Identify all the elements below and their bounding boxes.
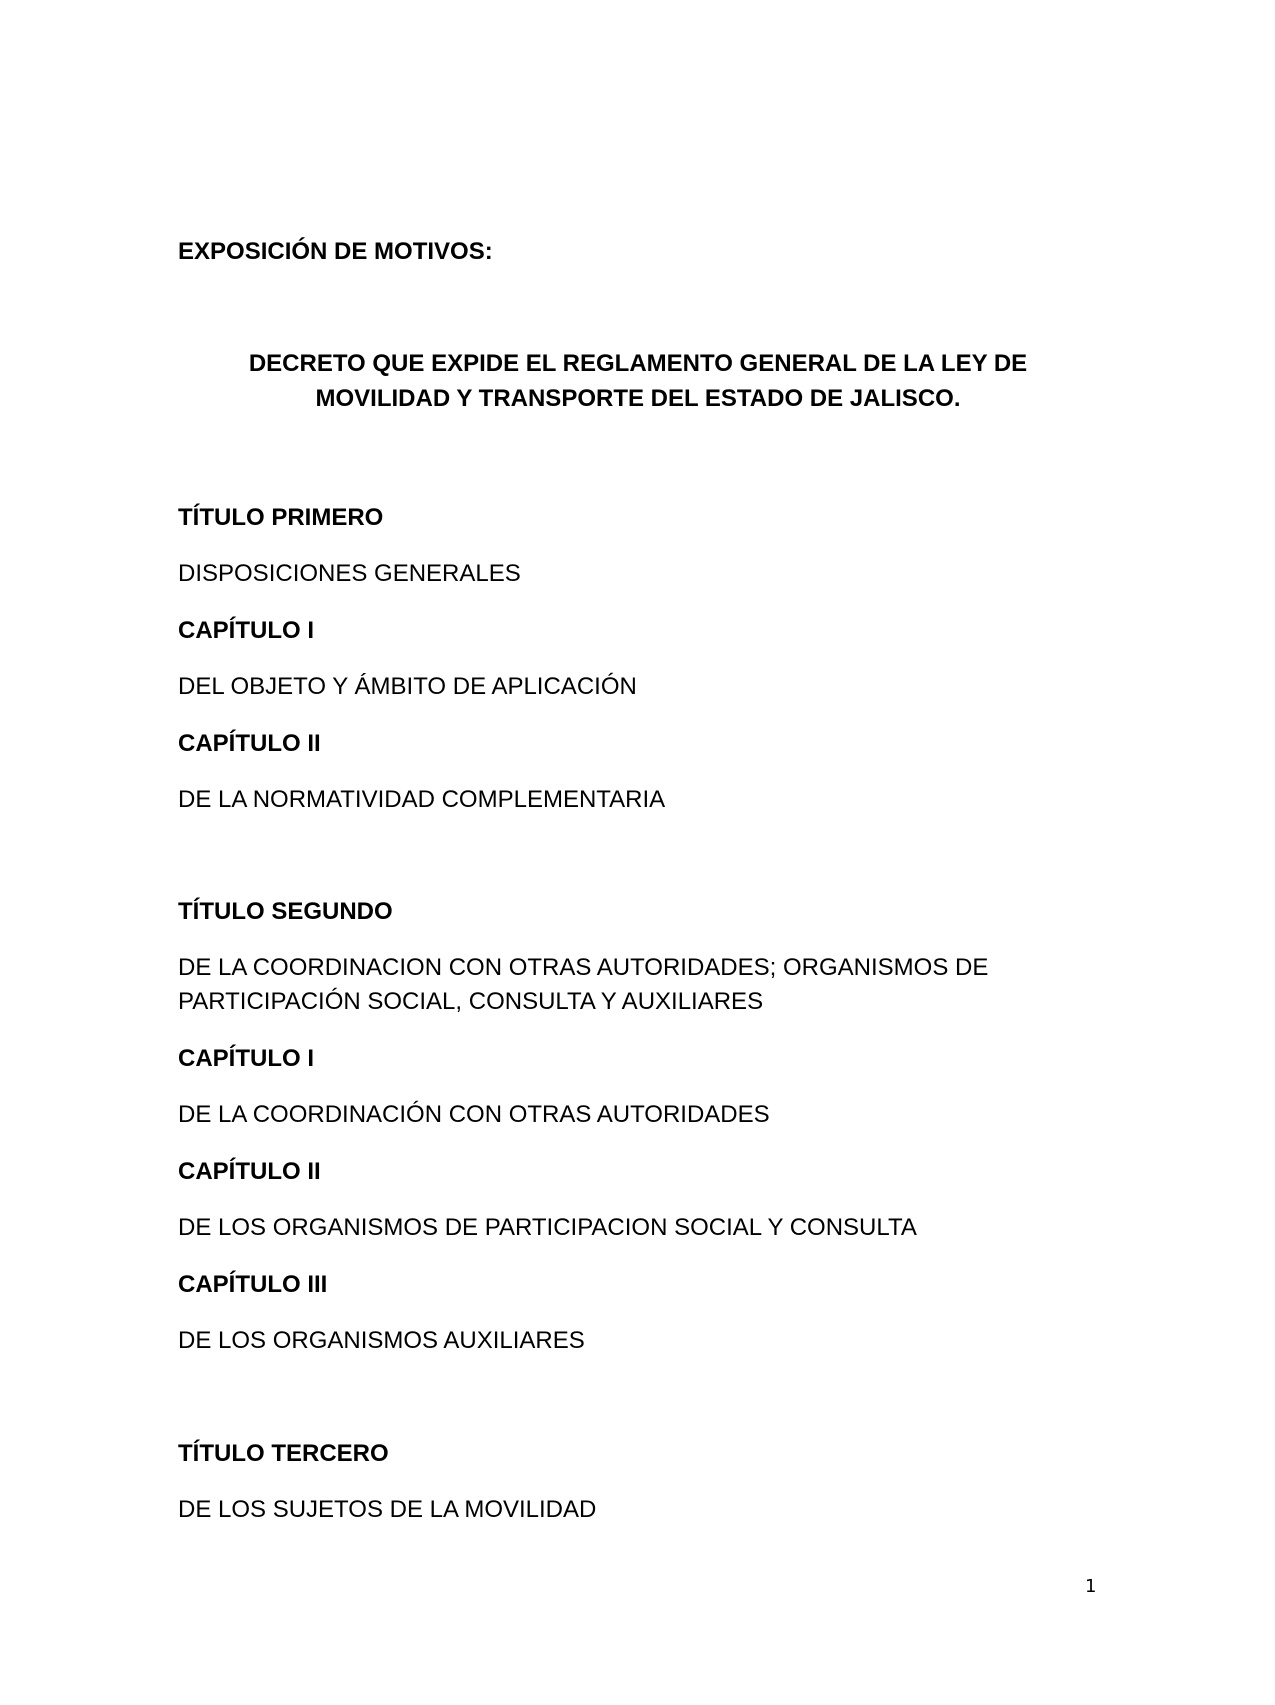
titulo-primero-name: DISPOSICIONES GENERALES — [178, 560, 521, 587]
titulo-tercero-label: TÍTULO TERCERO — [178, 1440, 389, 1467]
decree-title-line-1: DECRETO QUE EXPIDE EL REGLAMENTO GENERAL DE LA LEY DE — [248, 350, 1028, 377]
titulo-primero-capitulo-2-name: DE LA NORMATIVIDAD COMPLEMENTARIA — [178, 786, 666, 813]
titulo-segundo-capitulo-1-name: DE LA COORDINACIÓN CON OTRAS AUTORIDADES — [178, 1101, 770, 1128]
titulo-primero-capitulo-2-label: CAPÍTULO II — [178, 730, 321, 757]
titulo-primero-label: TÍTULO PRIMERO — [178, 504, 384, 531]
titulo-segundo-name-line-2: PARTICIPACIÓN SOCIAL, CONSULTA Y AUXILIARES — [178, 988, 764, 1015]
titulo-segundo-capitulo-2-name: DE LOS ORGANISMOS DE PARTICIPACION SOCIAL Y CONSULTA — [178, 1214, 917, 1241]
titulo-segundo-label: TÍTULO SEGUNDO — [178, 898, 393, 925]
titulo-segundo-name-line-1: DE LA COORDINACION CON OTRAS AUTORIDADES; ORGANISMOS DE — [178, 954, 989, 981]
titulo-tercero-name: DE LOS SUJETOS DE LA MOVILIDAD — [178, 1496, 597, 1523]
titulo-segundo-capitulo-1-label: CAPÍTULO I — [178, 1045, 314, 1072]
titulo-segundo-capitulo-3-label: CAPÍTULO III — [178, 1271, 328, 1298]
titulo-segundo-capitulo-2-label: CAPÍTULO II — [178, 1158, 321, 1185]
exposicion-heading: EXPOSICIÓN DE MOTIVOS: — [178, 238, 493, 265]
decree-title-line-2: MOVILIDAD Y TRANSPORTE DEL ESTADO DE JALISCO. — [315, 385, 961, 412]
titulo-primero-capitulo-1-name: DEL OBJETO Y ÁMBITO DE APLICACIÓN — [178, 673, 637, 700]
page-number: 1 — [1085, 1576, 1097, 1597]
titulo-primero-capitulo-1-label: CAPÍTULO I — [178, 617, 314, 644]
titulo-segundo-capitulo-3-name: DE LOS ORGANISMOS AUXILIARES — [178, 1327, 585, 1354]
